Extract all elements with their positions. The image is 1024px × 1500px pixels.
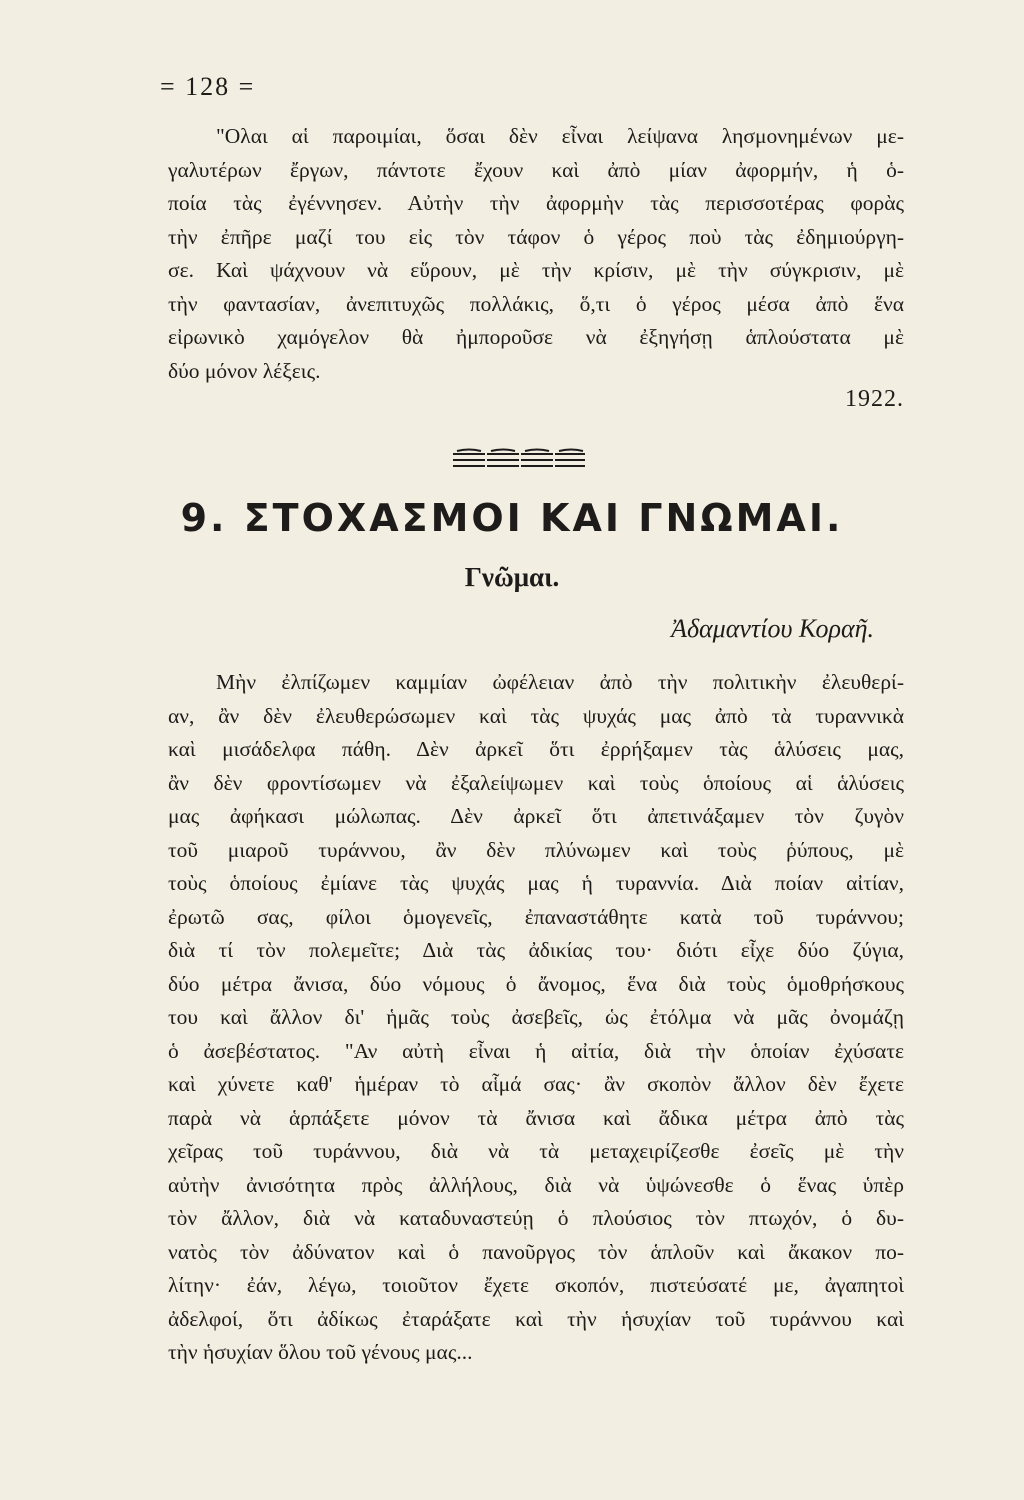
text-line: εἰρωνικὸ χαμόγελον θὰ ἠμποροῦσε νὰ ἐξηγήσῃ ἁπλούστατα μὲ [168,325,904,349]
text-line: ποία τὰς ἐγέννησεν. Αὐτὴν τὴν ἀφορμὴν τὰς περισσοτέρας φορὰς [168,191,904,215]
text-line: Μὴν ἐλπίζωμεν καμμίαν ὠφέλειαν ἀπὸ τὴν πολιτικὴν ἐλευθερί- [216,670,904,694]
text-line: ἂν δὲν φροντίσωμεν νὰ ἐξαλείψωμεν καὶ τοὺς ὁποίους αἱ ἁλύσεις [168,770,904,795]
text-line: τοῦ μιαροῦ τυράννου, ἂν δὲν πλύνωμεν καὶ τοὺς ῥύπους, μὲ [168,837,904,862]
text-line: γαλυτέρων ἔργων, πάντοτε ἔχουν καὶ ἀπὸ μίαν ἀφορμήν, ἡ ὁ- [168,157,904,182]
text-line: λίτην· ἐάν, λέγω, τοιοῦτον ἔχετε σκοπόν, πιστεύσατέ με, ἀγαπητοὶ [168,1273,904,1297]
text-line: καὶ μισάδελφα πάθη. Δὲν ἀρκεῖ ὅτι ἐρρήξαμεν τὰς ἁλύσεις μας, [168,737,904,761]
text-line: τὸν ἄλλον, διὰ νὰ καταδυναστεύῃ ὁ πλούσιος τὸν πτωχόν, ὁ δυ- [168,1206,904,1230]
paragraph-proverbs [168,120,904,388]
text-line: τὴν ἡσυχίαν ὅλου τοῦ γένους μας... [168,1340,473,1364]
text-line: δύο μέτρα ἄνισα, δύο νόμους ὁ ἄνομος, ἕνα διὰ τοὺς ὁμοθρήσκους [168,971,904,996]
text-line: ὁ ἀσεβέστατος. "Αν αὐτὴ εἶναι ἡ αἰτία, διὰ τὴν ὁποίαν ἐχύσατε [168,1038,904,1063]
page-number-header: = 128 = [160,72,256,101]
subheading: Γνῶμαι. [464,562,560,592]
text-line: παρὰ νὰ ἁρπάξετε μόνον τὰ ἄνισα καὶ ἄδικα μέτρα ἀπὸ τὰς [168,1105,904,1130]
text-line: χεῖρας τοῦ τυράννου, διὰ νὰ τὰ μεταχειρίζεσθε ἐσεῖς μὲ τὴν [168,1139,904,1163]
text-line: του καὶ ἄλλον δι' ἡμᾶς τοὺς ἀσεβεῖς, ὡς ἐτόλμα νὰ μᾶς ὀνομάζῃ [168,1005,904,1029]
text-line: αν, ἂν δὲν ἐλευθερώσωμεν καὶ τὰς ψυχάς μας ἀπὸ τὰ τυραννικὰ [168,703,904,728]
author-attribution: Ἀδαμαντίου Κοραῆ. [671,614,874,643]
text-line: μας ἀφήκασι μώλωπας. Δὲν ἀρκεῖ ὅτι ἀπετινάξαμεν τὸν ζυγὸν [168,804,904,828]
text-line: αὐτὴν ἀνισότητα πρὸς ἀλλήλους, διὰ νὰ ὑψώνεσθε ὁ ἕνας ὑπὲρ [168,1172,904,1197]
text-line: διὰ τί τὸν πολεμεῖτε; Διὰ τὰς ἀδικίας του· διότι εἶχε δύο ζύγια, [168,938,904,962]
paragraph-korais-quote [168,666,904,1370]
text-line: τὴν φαντασίαν, ἀνεπιτυχῶς πολλάκις, ὅ,τι ὁ γέρος μέσα ἀπὸ ἕνα [168,291,904,316]
text-line: νατὸς τὸν ἀδύνατον καὶ ὁ πανοῦργος τὸν ἁπλοῦν καὶ ἄκακον πο- [168,1239,904,1264]
text-line: ἀδελφοί, ὅτι ἀδίκως ἐταράξατε καὶ τὴν ἡσυχίαν τοῦ τυράννου καὶ [168,1306,904,1331]
text-line: τοὺς ὁποίους ἐμίανε τὰς ψυχάς μας ἡ τυραννία. Διὰ ποίαν αἰτίαν, [168,871,904,895]
text-line: δύο μόνον λέξεις. [168,358,321,383]
text-line: ἐρωτῶ σας, φίλοι ὁμογενεῖς, ἐπαναστάθητε κατὰ τοῦ τυράννου; [168,904,904,929]
section-ornament-icon [451,446,587,472]
text-line: σε. Καὶ ψάχνουν νὰ εὕρουν, μὲ τὴν κρίσιν, μὲ τὴν σύγκρισιν, μὲ [168,258,904,282]
year-signature: 1922. [845,386,904,412]
text-line: καὶ χύνετε καθ' ἡμέραν τὸ αἷμά σας· ἂν σκοπὸν ἄλλον δὲν ἔχετε [168,1072,904,1096]
section-title: 9. ΣΤΟΧΑΣΜΟΙ ΚΑΙ ΓΝΩΜΑΙ. [180,496,844,540]
text-line: "Ολαι αἱ παροιμίαι, ὅσαι δὲν εἶναι λείψανα λησμονημένων με- [216,124,904,148]
text-line: τὴν ἐπῆρε μαζί του εἰς τὸν τάφον ὁ γέρος ποὺ τὰς ἐδημιούργη- [168,224,904,249]
